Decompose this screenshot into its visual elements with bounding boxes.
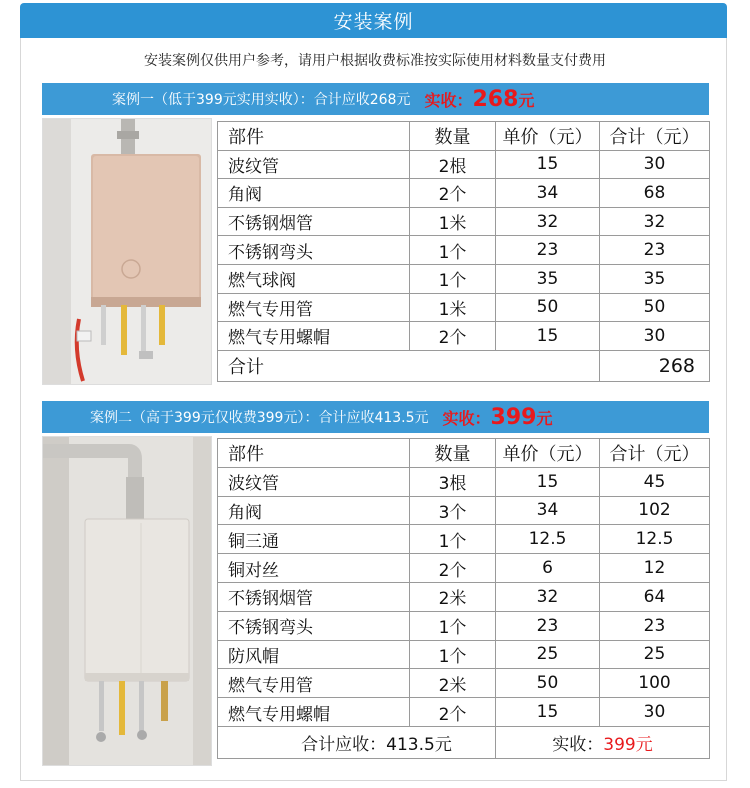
table-row <box>218 264 710 293</box>
col-qty: 数量 <box>410 122 496 151</box>
case1-paid-prefix: 实收： <box>424 90 473 110</box>
part-name: 燃气专用螺帽 <box>218 698 410 727</box>
part-total: 64 <box>600 582 710 611</box>
part-total: 35 <box>600 264 710 293</box>
part-qty: 3根 <box>410 467 496 496</box>
part-qty: 1个 <box>410 611 496 640</box>
part-name: 不锈钢烟管 <box>218 582 410 611</box>
case2-paid-unit: 元 <box>536 408 553 428</box>
part-total: 23 <box>600 236 710 265</box>
paid-cell <box>496 726 710 758</box>
table-header-row <box>218 122 710 151</box>
part-total: 30 <box>600 322 710 351</box>
part-qty: 1个 <box>410 264 496 293</box>
part-total: 50 <box>600 293 710 322</box>
part-total: 25 <box>600 640 710 669</box>
table-row <box>218 207 710 236</box>
part-total: 102 <box>600 496 710 525</box>
part-price: 34 <box>496 179 600 208</box>
case1-parts-table <box>217 121 710 382</box>
part-total: 12 <box>600 554 710 583</box>
part-price: 50 <box>496 669 600 698</box>
table-row <box>218 496 710 525</box>
paid-amount: 399元 <box>603 734 653 755</box>
case2-paid-prefix: 实收： <box>442 408 491 428</box>
part-qty: 3个 <box>410 496 496 525</box>
part-price: 50 <box>496 293 600 322</box>
col-total: 合计（元） <box>600 439 710 468</box>
part-name: 燃气专用管 <box>218 293 410 322</box>
part-price: 12.5 <box>496 525 600 554</box>
case1-paid <box>424 87 534 112</box>
case2-paid-value: 399 <box>490 404 537 430</box>
part-qty: 1米 <box>410 293 496 322</box>
table-row <box>218 150 710 179</box>
col-part: 部件 <box>218 122 410 151</box>
table-row <box>218 322 710 351</box>
part-price: 34 <box>496 496 600 525</box>
case2-water-heater-photo <box>42 436 212 766</box>
part-qty: 1个 <box>410 640 496 669</box>
due-label: 合计应收：413.5元 <box>218 726 496 758</box>
part-total: 45 <box>600 467 710 496</box>
case1-label: 案例一（低于399元实用实收）：合计应收268元 <box>112 92 411 108</box>
case1-water-heater-photo <box>42 118 212 385</box>
notice-text: 安装案例仅供用户参考，请用户根据收费标准按实际使用材料数量支付费用 <box>144 53 606 69</box>
table-row <box>218 611 710 640</box>
part-name: 不锈钢烟管 <box>218 207 410 236</box>
part-qty: 2米 <box>410 669 496 698</box>
part-price: 15 <box>496 467 600 496</box>
total-value: 268 <box>600 350 710 381</box>
table-row <box>218 179 710 208</box>
part-name: 不锈钢弯头 <box>218 236 410 265</box>
part-total: 12.5 <box>600 525 710 554</box>
table-row <box>218 554 710 583</box>
part-name: 波纹管 <box>218 467 410 496</box>
col-part: 部件 <box>218 439 410 468</box>
part-name: 铜对丝 <box>218 554 410 583</box>
part-qty: 2个 <box>410 322 496 351</box>
table-header-row <box>218 439 710 468</box>
part-name: 铜三通 <box>218 525 410 554</box>
case1-paid-unit: 元 <box>518 90 535 110</box>
table-row <box>218 236 710 265</box>
part-price: 15 <box>496 322 600 351</box>
part-qty: 2个 <box>410 179 496 208</box>
case2-label: 案例二（高于399元仅收费399元）：合计应收413.5元 <box>90 410 429 426</box>
part-price: 6 <box>496 554 600 583</box>
table-row <box>218 467 710 496</box>
part-total: 23 <box>600 611 710 640</box>
part-name: 角阀 <box>218 496 410 525</box>
part-price: 32 <box>496 582 600 611</box>
total-row <box>218 726 710 758</box>
part-qty: 1米 <box>410 207 496 236</box>
part-name: 波纹管 <box>218 150 410 179</box>
part-name: 燃气球阀 <box>218 264 410 293</box>
part-name: 不锈钢弯头 <box>218 611 410 640</box>
part-price: 23 <box>496 236 600 265</box>
part-name: 防风帽 <box>218 640 410 669</box>
part-qty: 2个 <box>410 698 496 727</box>
case2-header <box>42 401 709 433</box>
part-qty: 1个 <box>410 236 496 265</box>
part-price: 15 <box>496 698 600 727</box>
part-price: 23 <box>496 611 600 640</box>
part-name: 燃气专用螺帽 <box>218 322 410 351</box>
col-price: 单价（元） <box>496 122 600 151</box>
part-total: 30 <box>600 698 710 727</box>
col-total: 合计（元） <box>600 122 710 151</box>
part-price: 15 <box>496 150 600 179</box>
part-price: 25 <box>496 640 600 669</box>
case1-paid-value: 268 <box>472 86 519 112</box>
part-price: 35 <box>496 264 600 293</box>
case2-paid <box>443 405 553 430</box>
case2-parts-table <box>217 438 710 759</box>
case1-header <box>42 83 709 115</box>
part-qty: 2根 <box>410 150 496 179</box>
table-row <box>218 640 710 669</box>
col-qty: 数量 <box>410 439 496 468</box>
table-row <box>218 525 710 554</box>
part-qty: 1个 <box>410 525 496 554</box>
part-price: 32 <box>496 207 600 236</box>
part-qty: 2个 <box>410 554 496 583</box>
table-row <box>218 293 710 322</box>
part-name: 角阀 <box>218 179 410 208</box>
total-label: 合计 <box>218 350 600 381</box>
part-name: 燃气专用管 <box>218 669 410 698</box>
total-row <box>218 350 710 381</box>
paid-label: 实收： <box>552 734 604 755</box>
table-row <box>218 698 710 727</box>
page-title: 安装案例 <box>20 3 727 38</box>
table-row <box>218 582 710 611</box>
part-total: 32 <box>600 207 710 236</box>
part-qty: 2米 <box>410 582 496 611</box>
col-price: 单价（元） <box>496 439 600 468</box>
part-total: 68 <box>600 179 710 208</box>
table-row <box>218 669 710 698</box>
part-total: 30 <box>600 150 710 179</box>
part-total: 100 <box>600 669 710 698</box>
